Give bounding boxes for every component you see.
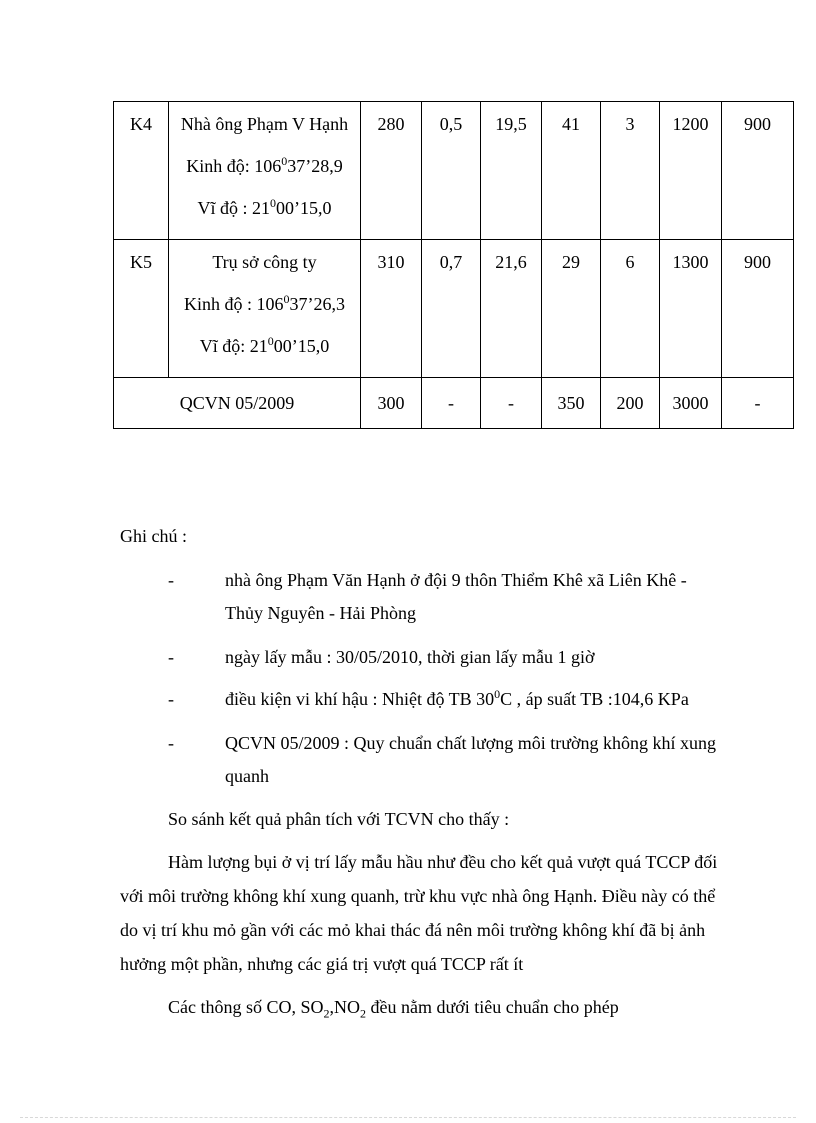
- footer-divider: [20, 1117, 796, 1118]
- note-line: ngày lấy mẫu : 30/05/2010, thời gian lấy mẫu 1 giờ: [225, 647, 595, 667]
- value-cell: 3: [601, 102, 660, 240]
- sample-id: K5: [114, 240, 169, 378]
- note-line: QCVN 05/2009 : Quy chuẩn chất lượng môi trường không khí xung: [225, 733, 717, 753]
- standard-value: 3000: [660, 378, 722, 429]
- latitude: Vĩ độ: $21^000’15,0$: [199, 334, 330, 356]
- bullet-dash: -: [168, 689, 174, 709]
- standard-value: 350: [542, 378, 601, 429]
- value-cell: 280: [361, 102, 422, 240]
- note-line: điều kiện vi khí hậu : Nhiệt độ TB $30^0C$ , áp suất TB :104,6 KPa: [225, 687, 689, 709]
- longitude: Kinh độ : $106^037’26,3$: [183, 292, 345, 314]
- value-cell: 0,7: [422, 240, 481, 378]
- paragraph: Các thông số CO, $SO_2,NO_2$ đều nằm dưới tiêu chuẩn cho phép: [168, 997, 619, 1021]
- note-line: Thủy Nguyên - Hải Phòng: [225, 603, 416, 623]
- note-line: nhà ông Phạm Văn Hạnh ở đội 9 thôn Thiểm Khê xã Liên Khê -: [225, 570, 687, 590]
- table-row: [114, 240, 794, 378]
- sample-location: [169, 240, 361, 378]
- paragraph-line: hưởng một phần, nhưng các giá trị vượt quá TCCP rất ít: [120, 954, 524, 974]
- value-cell: 1200: [660, 102, 722, 240]
- standard-value: -: [481, 378, 542, 429]
- bullet-dash: -: [168, 570, 174, 590]
- standard-value: -: [422, 378, 481, 429]
- value-cell: 900: [722, 240, 794, 378]
- table-row: [114, 102, 794, 240]
- value-cell: 0,5: [422, 102, 481, 240]
- standard-value: 300: [361, 378, 422, 429]
- paragraph-line: do vị trí khu mỏ gần với các mỏ khai thác đá nên môi trường không khí đã bị ảnh: [120, 920, 706, 940]
- paragraph-line: Hàm lượng bụi ở vị trí lấy mẫu hầu như đều cho kết quả vượt quá TCCP đối: [168, 852, 718, 872]
- bullet-dash: -: [168, 733, 174, 753]
- paragraph-line: với môi trường không khí xung quanh, trừ khu vực nhà ông Hạnh. Điều này có thể: [120, 886, 716, 906]
- value-cell: 41: [542, 102, 601, 240]
- value-cell: 900: [722, 102, 794, 240]
- value-cell: 6: [601, 240, 660, 378]
- notes-title: Ghi chú :: [120, 526, 187, 546]
- sample-location: [169, 102, 361, 240]
- bullet-dash: -: [168, 647, 174, 667]
- standard-value: 200: [601, 378, 660, 429]
- location-name: Trụ sở công ty: [212, 252, 317, 272]
- value-cell: 1300: [660, 240, 722, 378]
- value-cell: 21,6: [481, 240, 542, 378]
- measurement-table: [113, 101, 794, 429]
- value-cell: 310: [361, 240, 422, 378]
- standard-value: -: [722, 378, 794, 429]
- value-cell: 29: [542, 240, 601, 378]
- latitude: Vĩ độ : $21^000’15,0$: [197, 196, 332, 218]
- paragraph: So sánh kết quả phân tích với TCVN cho thấy :: [168, 809, 510, 829]
- standard-label: QCVN 05/2009: [114, 378, 361, 429]
- longitude: Kinh độ: $106^037’28,9$: [186, 154, 343, 176]
- sample-id: K4: [114, 102, 169, 240]
- value-cell: 19,5: [481, 102, 542, 240]
- location-name: Nhà ông Phạm V Hạnh: [180, 114, 349, 134]
- table-row-standard: [114, 378, 794, 429]
- note-line: quanh: [225, 766, 269, 786]
